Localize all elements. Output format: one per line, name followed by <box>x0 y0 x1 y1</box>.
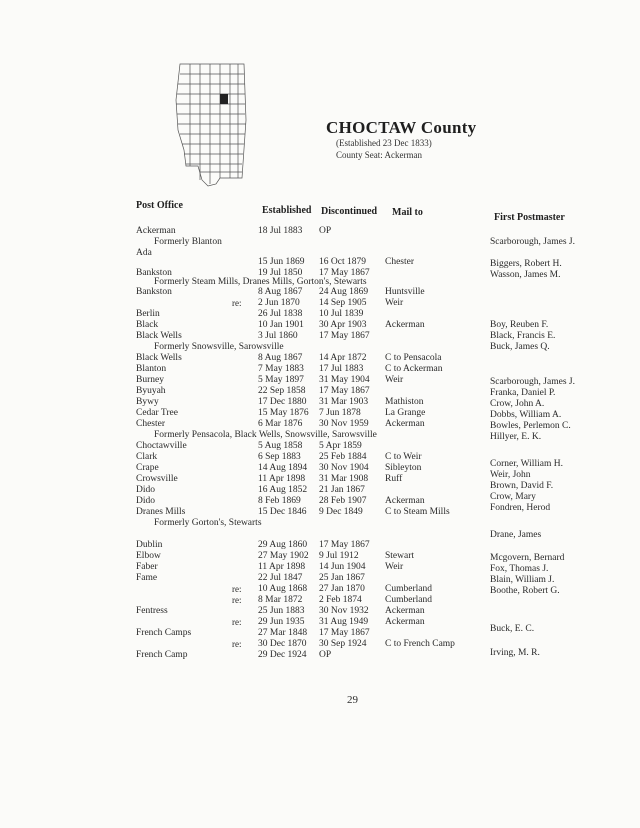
established-date-cell: 16 Aug 1852 <box>258 485 308 495</box>
discontinued-date-cell: 17 Jul 1883 <box>319 364 364 374</box>
discontinued-date-cell: 25 Jan 1867 <box>319 573 365 583</box>
row-note: Formerly Blanton <box>154 237 222 247</box>
discontinued-date-cell: OP <box>319 650 332 660</box>
established-date-cell: 5 Aug 1858 <box>258 441 303 451</box>
first-postmaster-cell: Wasson, James M. <box>490 270 561 280</box>
discontinued-date-cell: 31 Mar 1908 <box>319 474 369 484</box>
first-postmaster-cell: Biggers, Robert H. <box>490 259 562 269</box>
row-note: Formerly Steam Mills, Dranes Mills, Gorton's, Stewarts <box>154 277 367 287</box>
established-date-cell: 11 Apr 1898 <box>258 562 306 572</box>
established-date-cell: 22 Jul 1847 <box>258 573 303 583</box>
discontinued-date-cell: 25 Feb 1884 <box>319 452 367 462</box>
first-postmaster-cell: Franka, Daniel P. <box>490 388 556 398</box>
mail-to-cell: C to Weir <box>385 452 422 462</box>
mail-to-cell: C to Steam Mills <box>385 507 450 517</box>
discontinued-date-cell: 30 Nov 1959 <box>319 419 369 429</box>
mail-to-cell: Cumberland <box>385 584 432 594</box>
established-date-cell: 17 Dec 1880 <box>258 397 307 407</box>
discontinued-date-cell: 14 Sep 1905 <box>319 298 367 308</box>
mail-to-cell: Ackerman <box>385 617 425 627</box>
established-date: (Established 23 Dec 1833) <box>336 138 432 148</box>
re-marker: re: <box>232 298 242 308</box>
row-note: Formerly Gorton's, Stewarts <box>154 518 262 528</box>
established-date-cell: 19 Jul 1850 <box>258 268 303 278</box>
first-postmaster-cell: Blain, William J. <box>490 575 555 585</box>
mississippi-county-map <box>172 60 252 190</box>
col-header-post-office: Post Office <box>136 200 183 211</box>
re-marker: re: <box>232 584 242 594</box>
post-office-name: Byuyah <box>136 386 166 396</box>
first-postmaster-cell: Corner, William H. <box>490 459 563 469</box>
first-postmaster-cell: Black, Francis E. <box>490 331 556 341</box>
established-date-cell: 22 Sep 1858 <box>258 386 306 396</box>
col-header-mail-to: Mail to <box>392 207 423 218</box>
post-office-name: Dido <box>136 485 155 495</box>
mail-to-cell: Ackerman <box>385 419 425 429</box>
mail-to-cell: Chester <box>385 257 415 267</box>
mail-to-cell: Ruff <box>385 474 403 484</box>
post-office-name: Blanton <box>136 364 167 374</box>
post-office-name: Bywy <box>136 397 159 407</box>
post-office-name: Crape <box>136 463 159 473</box>
first-postmaster-cell: Scarborough, James J. <box>490 237 575 247</box>
col-header-first-postmaster: First Postmaster <box>494 212 565 223</box>
established-date-cell: 5 May 1897 <box>258 375 304 385</box>
county-seat: County Seat: Ackerman <box>336 150 422 160</box>
established-date-cell: 3 Jul 1860 <box>258 331 298 341</box>
established-date-cell: 27 May 1902 <box>258 551 309 561</box>
discontinued-date-cell: 14 Jun 1904 <box>319 562 366 572</box>
discontinued-date-cell: 9 Jul 1912 <box>319 551 359 561</box>
post-office-name: French Camp <box>136 650 188 660</box>
re-marker: re: <box>232 639 242 649</box>
post-office-name: Black Wells <box>136 331 182 341</box>
discontinued-date-cell: 24 Aug 1869 <box>319 287 369 297</box>
discontinued-date-cell: 30 Apr 1903 <box>319 320 367 330</box>
first-postmaster-cell: Hillyer, E. K. <box>490 432 542 442</box>
first-postmaster-cell: Buck, James Q. <box>490 342 550 352</box>
mail-to-cell: C to Pensacola <box>385 353 442 363</box>
mail-to-cell: Ackerman <box>385 496 425 506</box>
established-date-cell: 11 Apr 1898 <box>258 474 306 484</box>
first-postmaster-cell: Drane, James <box>490 530 542 540</box>
mail-to-cell: Stewart <box>385 551 415 561</box>
first-postmaster-cell: Crow, John A. <box>490 399 545 409</box>
first-postmaster-cell: Fondren, Herod <box>490 503 551 513</box>
mail-to-cell: Huntsville <box>385 287 425 297</box>
post-office-name: Chester <box>136 419 166 429</box>
discontinued-date-cell: 31 Aug 1949 <box>319 617 369 627</box>
established-date-cell: 2 Jun 1870 <box>258 298 300 308</box>
mail-to-cell: Weir <box>385 298 404 308</box>
established-date-cell: 6 Mar 1876 <box>258 419 303 429</box>
discontinued-date-cell: 27 Jan 1870 <box>319 584 365 594</box>
post-office-name: Ackerman <box>136 226 176 236</box>
first-postmaster-cell: Weir, John <box>490 470 531 480</box>
discontinued-date-cell: 28 Feb 1907 <box>319 496 367 506</box>
mail-to-cell: Ackerman <box>385 606 425 616</box>
post-office-name: Berlin <box>136 309 160 319</box>
discontinued-date-cell: 17 May 1867 <box>319 386 370 396</box>
post-office-name: Faber <box>136 562 158 572</box>
mail-to-cell: C to Ackerman <box>385 364 443 374</box>
established-date-cell: 30 Dec 1870 <box>258 639 307 649</box>
first-postmaster-cell: Scarborough, James J. <box>490 377 575 387</box>
col-header-established: Established <box>262 205 312 216</box>
first-postmaster-cell: Crow, Mary <box>490 492 536 502</box>
mail-to-cell: C to French Camp <box>385 639 455 649</box>
post-office-name: Cedar Tree <box>136 408 178 418</box>
mail-to-cell: Weir <box>385 562 404 572</box>
post-office-name: Burney <box>136 375 164 385</box>
established-date-cell: 25 Jun 1883 <box>258 606 305 616</box>
col-header-discontinued: Discontinued <box>321 206 378 217</box>
discontinued-date-cell: 30 Sep 1924 <box>319 639 367 649</box>
first-postmaster-cell: Brown, David F. <box>490 481 554 491</box>
discontinued-date-cell: 17 May 1867 <box>319 331 370 341</box>
discontinued-date-cell: 5 Apr 1859 <box>319 441 362 451</box>
post-office-name: Crowsville <box>136 474 178 484</box>
discontinued-date-cell: 21 Jan 1867 <box>319 485 365 495</box>
first-postmaster-cell: Bowles, Perlemon C. <box>490 421 571 431</box>
established-date-cell: 10 Aug 1868 <box>258 584 308 594</box>
mail-to-cell: Weir <box>385 375 404 385</box>
post-office-name: Dranes Mills <box>136 507 186 517</box>
post-office-name: Clark <box>136 452 158 462</box>
established-date-cell: 27 Mar 1848 <box>258 628 308 638</box>
mail-to-cell: La Grange <box>385 408 426 418</box>
established-date-cell: 8 Feb 1869 <box>258 496 301 506</box>
post-office-name: Dublin <box>136 540 163 550</box>
post-office-name: Ada <box>136 248 152 258</box>
first-postmaster-cell: Buck, E. C. <box>490 624 535 634</box>
discontinued-date-cell: 17 May 1867 <box>319 628 370 638</box>
established-date-cell: 8 Aug 1867 <box>258 353 303 363</box>
established-date-cell: 18 Jul 1883 <box>258 226 303 236</box>
discontinued-date-cell: 30 Nov 1904 <box>319 463 369 473</box>
first-postmaster-cell: Irving, M. R. <box>490 648 540 658</box>
page-number: 29 <box>347 694 358 706</box>
post-office-name: French Camps <box>136 628 192 638</box>
discontinued-date-cell: 17 May 1867 <box>319 540 370 550</box>
established-date-cell: 8 Aug 1867 <box>258 287 303 297</box>
discontinued-date-cell: 31 May 1904 <box>319 375 370 385</box>
discontinued-date-cell: 16 Oct 1879 <box>319 257 366 267</box>
county-title: CHOCTAW County <box>326 118 477 137</box>
post-office-name: Bankston <box>136 287 172 297</box>
first-postmaster-cell: Boy, Reuben F. <box>490 320 549 330</box>
row-note: Formerly Pensacola, Black Wells, Snowsville, Sarowsville <box>154 430 377 440</box>
post-office-name: Bankston <box>136 268 172 278</box>
mail-to-cell: Ackerman <box>385 320 425 330</box>
row-note: Formerly Snowsville, Sarowsville <box>154 342 284 352</box>
discontinued-date-cell: 2 Feb 1874 <box>319 595 362 605</box>
discontinued-date-cell: OP <box>319 226 332 236</box>
discontinued-date-cell: 31 Mar 1903 <box>319 397 369 407</box>
re-marker: re: <box>232 617 242 627</box>
discontinued-date-cell: 10 Jul 1839 <box>319 309 364 319</box>
discontinued-date-cell: 9 Dec 1849 <box>319 507 363 517</box>
first-postmaster-cell: Fox, Thomas J. <box>490 564 549 574</box>
post-office-name: Dido <box>136 496 155 506</box>
established-date-cell: 8 Mar 1872 <box>258 595 303 605</box>
established-date-cell: 15 Jun 1869 <box>258 257 305 267</box>
established-date-cell: 29 Aug 1860 <box>258 540 308 550</box>
established-date-cell: 26 Jul 1838 <box>258 309 303 319</box>
post-office-name: Black Wells <box>136 353 182 363</box>
first-postmaster-cell: Dobbs, William A. <box>490 410 562 420</box>
post-office-name: Black <box>136 320 159 330</box>
post-office-name: Elbow <box>136 551 161 561</box>
discontinued-date-cell: 30 Nov 1932 <box>319 606 369 616</box>
discontinued-date-cell: 7 Jun 1878 <box>319 408 361 418</box>
mail-to-cell: Mathiston <box>385 397 424 407</box>
established-date-cell: 29 Jun 1935 <box>258 617 305 627</box>
first-postmaster-cell: Boothe, Robert G. <box>490 586 560 596</box>
post-office-name: Choctawville <box>136 441 187 451</box>
established-date-cell: 29 Dec 1924 <box>258 650 307 660</box>
established-date-cell: 14 Aug 1894 <box>258 463 308 473</box>
established-date-cell: 7 May 1883 <box>258 364 304 374</box>
post-office-name: Fentress <box>136 606 168 616</box>
first-postmaster-cell: Mcgovern, Bernard <box>490 553 565 563</box>
established-date-cell: 15 Dec 1846 <box>258 507 307 517</box>
re-marker: re: <box>232 595 242 605</box>
established-date-cell: 15 May 1876 <box>258 408 309 418</box>
discontinued-date-cell: 14 Apr 1872 <box>319 353 367 363</box>
established-date-cell: 6 Sep 1883 <box>258 452 301 462</box>
mail-to-cell: Cumberland <box>385 595 432 605</box>
established-date-cell: 10 Jan 1901 <box>258 320 304 330</box>
mail-to-cell: Sibleyton <box>385 463 422 473</box>
discontinued-date-cell: 17 May 1867 <box>319 268 370 278</box>
post-office-name: Fame <box>136 573 158 583</box>
